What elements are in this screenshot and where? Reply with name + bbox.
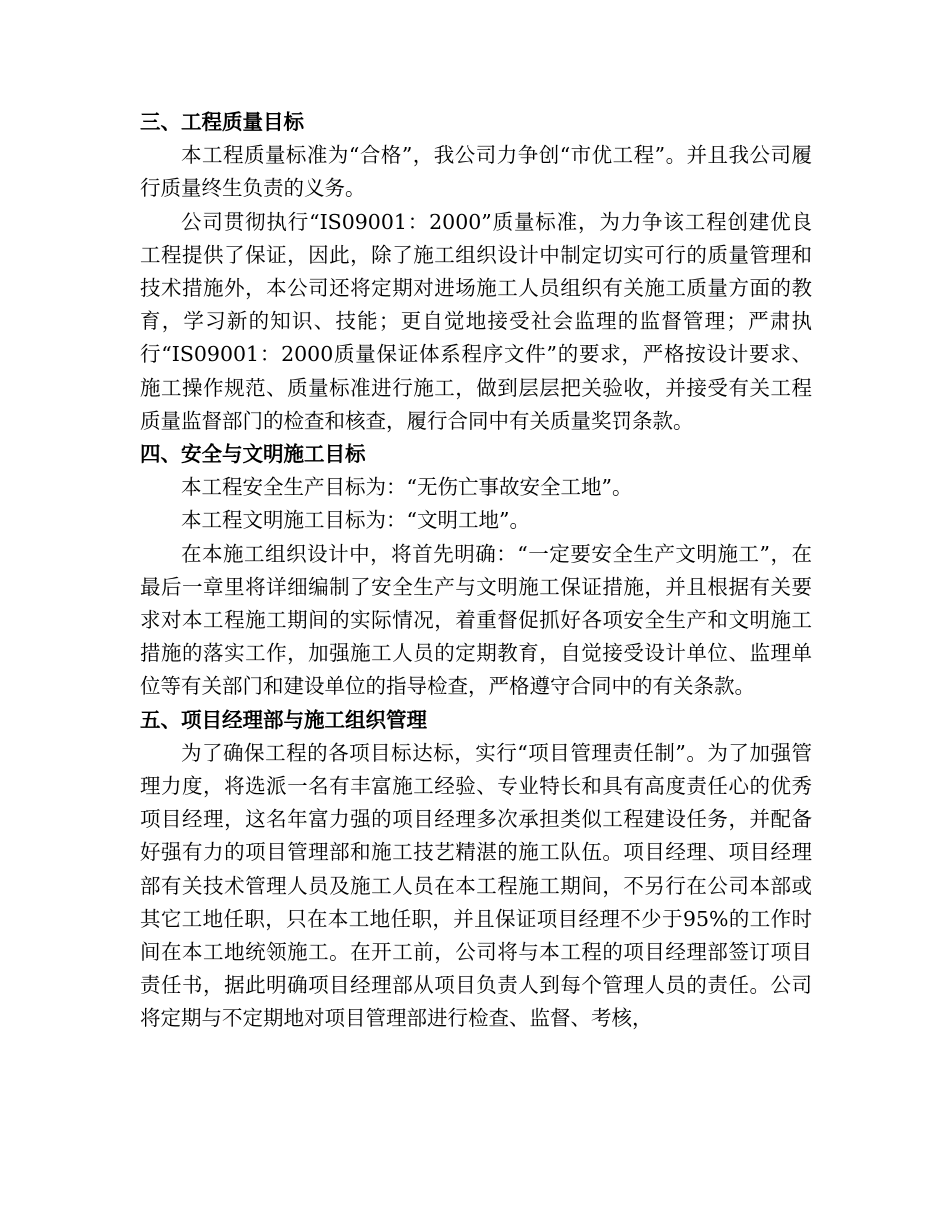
paragraph: 本工程安全生产目标为：“无伤亡事故安全工地”。 (181, 475, 633, 500)
paragraph: 本工程文明施工目标为：“文明工地”。 (181, 508, 530, 533)
paragraph: 公司贯彻执行“IS09001：2000”质量标准，为力争该工程创建优良工程提供了保证，因此，除了施工组织设计中制定切实可行的质量管理和技术措施外，本公司还将定期对进场施工人员组织有关施工质量方面的教育，学习新的知识、技能；更自觉地接受社会监理的监督管理；严肃执行“IS09001：2000质量保证体系程序文件”的要求，严格按设计要求、施工操作规范、质量标准进行施工，做到层层把关验收，并接受有关工程质量监督部门的检查和核查，履行合同中有关质量奖罚条款。 (140, 209, 812, 433)
section-quality-goals (140, 106, 812, 438)
paragraph: 本工程质量标准为“合格”，我公司力争创“市优工程”。并且我公司履行质量终生负责的义务。 (140, 143, 812, 201)
document-body (140, 106, 812, 1036)
section-project-management (140, 704, 812, 1036)
section-heading: 三、工程质量目标 (140, 110, 304, 134)
section-heading: 四、安全与文明施工目标 (140, 442, 366, 467)
section-heading: 五、项目经理部与施工组织管理 (140, 707, 427, 732)
paragraph: 为了确保工程的各项目标达标，实行“项目管理责任制”。为了加强管理力度，将选派一名有丰富施工经验、专业特长和具有高度责任心的优秀项目经理，这名年富力强的项目经理多次承担类似工程建设任务，并配备好强有力的项目管理部和施工技艺精湛的施工队伍。项目经理、项目经理部有关技术管理人员及施工人员在本工程施工期间，不另行在公司本部或其它工地任职，只在本工地任职，并且保证项目经理不少于95%的工作时间在本工地统领施工。在开工前，公司将与本工程的项目经理部签订项目责任书，据此明确项目经理部从项目负责人到每个管理人员的责任。公司将定期与不定期地对项目管理部进行检查、监督、考核， (140, 740, 812, 1031)
paragraph: 在本施工组织设计中，将首先明确：“一定要安全生产文明施工”，在最后一章里将详细编制了安全生产与文明施工保证措施，并且根据有关要求对本工程施工期间的实际情况，着重督促抓好各项安全生产和文明施工措施的落实工作，加强施工人员的定期教育，自觉接受设计单位、监理单位等有关部门和建设单位的指导检查，严格遵守合同中的有关条款。 (140, 541, 812, 699)
section-safety-goals (140, 438, 812, 704)
